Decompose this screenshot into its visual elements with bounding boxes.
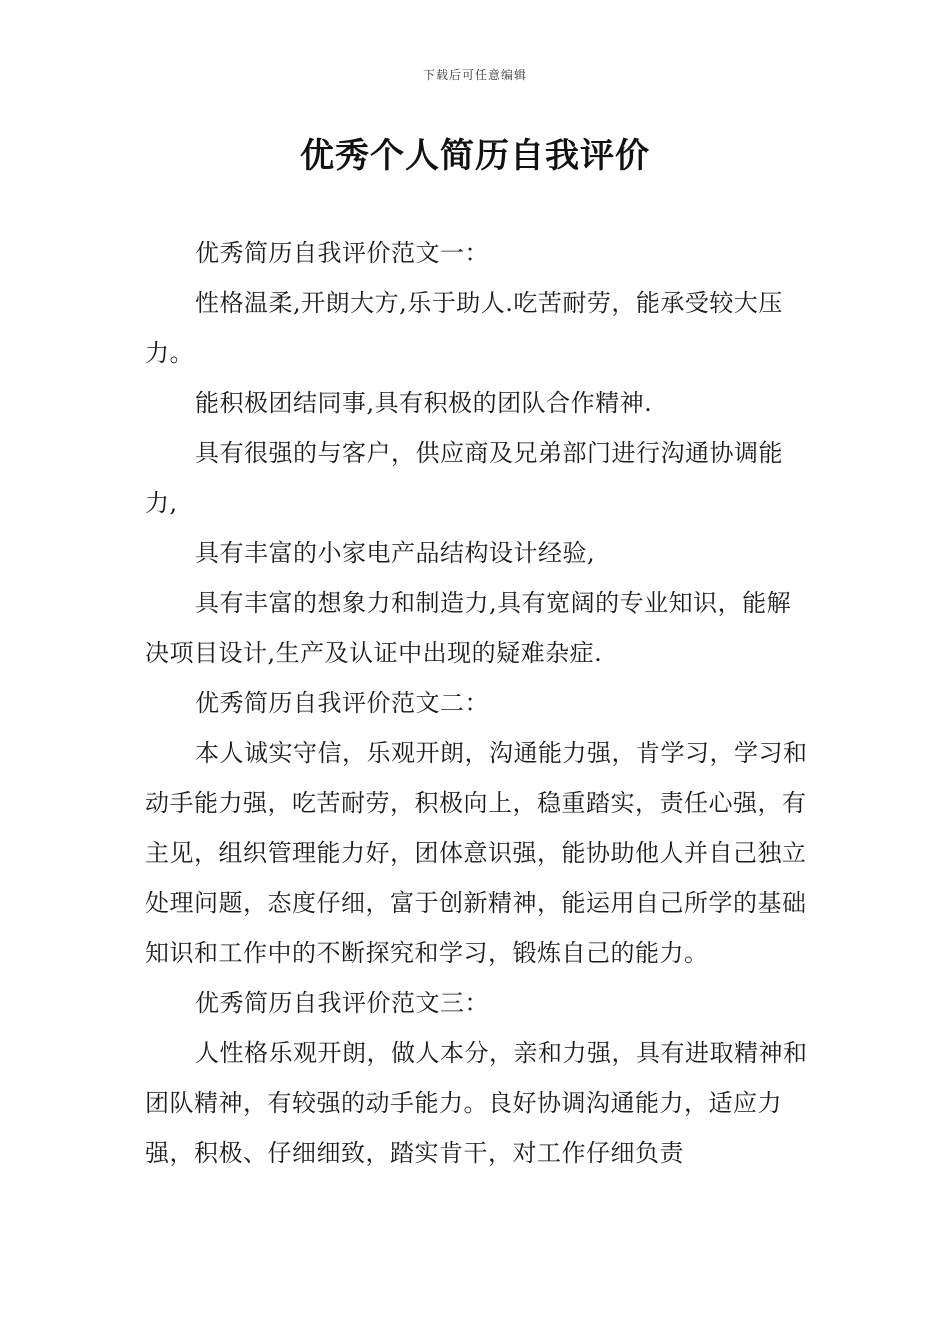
body-paragraph: 能积极团结同事,具有积极的团队合作精神. (195, 389, 653, 417)
document-body (145, 228, 810, 1178)
section-heading-1: 优秀简历自我评价范文一： (195, 239, 489, 267)
header-note: 下载后可任意编辑 (422, 68, 527, 82)
body-paragraph: 具有丰富的小家电产品结构设计经验, (195, 539, 596, 567)
body-paragraph: 性格温柔,开朗大方,乐于助人.吃苦耐劳，能承受较大压力。 (145, 289, 783, 367)
body-paragraph: 本人诚实守信，乐观开朗，沟通能力强，肯学习，学习和动手能力强，吃苦耐劳，积极向上，稳重踏实，责任心强，有主见，组织管理能力好，团体意识强，能协助他人并自己独立处理问题，态度仔细，富于创新精神，能运用自己所学的基础知识和工作中的不断探究和学习，锻炼自己的能力。 (145, 739, 808, 967)
document-title: 优秀个人简历自我评价 (300, 136, 650, 176)
body-paragraph: 具有很强的与客户，供应商及兄弟部门进行沟通协调能力, (145, 439, 783, 517)
body-paragraph: 人性格乐观开朗，做人本分，亲和力强，具有进取精神和团队精神，有较强的动手能力。良好协调沟通能力，适应力强，积极、仔细细致，踏实肯干，对工作仔细负责 (145, 1039, 808, 1167)
section-heading-3: 优秀简历自我评价范文三： (195, 989, 489, 1017)
section-heading-2: 优秀简历自我评价范文二： (195, 689, 489, 717)
body-paragraph: 具有丰富的想象力和制造力,具有宽阔的专业知识，能解决项目设计,生产及认证中出现的疑难杂症. (145, 589, 792, 667)
